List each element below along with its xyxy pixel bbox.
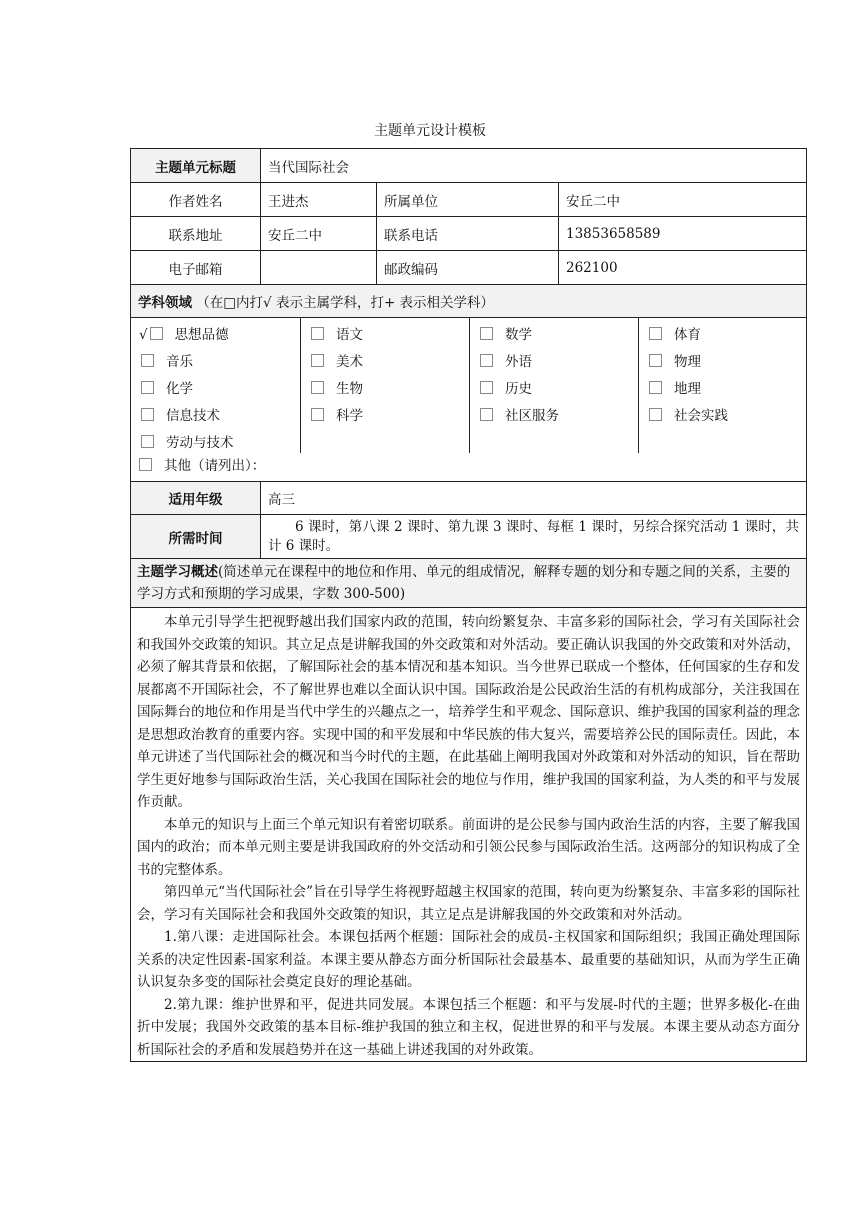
subject-area-hint: （在□内打√ 表示主属学科，打+ 表示相关学科） [196, 295, 495, 311]
subject-label: 生物 [336, 381, 363, 397]
other-subjects [131, 453, 806, 481]
subject-area-header-row [131, 285, 807, 318]
subject-label: 数学 [505, 327, 532, 343]
subject-label: 社区服务 [505, 408, 559, 424]
address-row [131, 217, 807, 251]
overview-paragraph: 本单元引导学生把视野越出我们国家内政的范围，转向纷繁复杂、丰富多彩的国际社会，学习有关国际社会和我国外交政策的知识。其立足点是讲解我国的外交政策和对外活动。要正确认识我国的外交政策和对外活动，必须了解其背景和依据，了解国际社会的基本情况和基本知识。当今世界已联成一个整体，任何国家的生存和发展都离不开国际社会，不了解世界也难以全面认识中国。国际政治是公民政治生活的有机构成部分，关注我国在国际舞台的地位和作用是当代中学生的兴趣点之一，培养学生和平观念、国际意识、维护我国的国家利益的理念是思想政治教育的重要内容。实现中国的和平发展和中华民族的伟大复兴，需要培养公民的国际责任。因此，本单元讲述了当代国际社会的概况和当今时代的主题，在此基础上阐明我国对外政策和对外活动的知识，旨在帮助学生更好地参与国际政治生活，关心我国在国际社会的地位与作用，维护我国的国家利益，为人类的和平与发展作贡献。 [137, 614, 800, 810]
unit-title-label: 主题单元标题 [131, 149, 261, 183]
subject-column [301, 318, 470, 453]
unit-org-label: 所属单位 [377, 183, 559, 217]
other-subjects-label: 其他（请列出）： [164, 458, 266, 474]
subject-checkbox[interactable] [141, 354, 154, 367]
grade-label: 适用年级 [131, 482, 261, 515]
postcode-label: 邮政编码 [377, 251, 559, 285]
subject-checkbox[interactable] [480, 327, 493, 340]
subject-checklist-row [131, 318, 807, 482]
subject-item [309, 349, 461, 376]
subject-label: 思想品德 [174, 327, 229, 343]
subject-label: 地理 [674, 381, 701, 397]
subject-item [139, 349, 292, 376]
address-value: 安丘二中 [261, 217, 377, 251]
phone-value: 13853658589 [559, 217, 807, 251]
subject-checkbox[interactable] [311, 354, 324, 367]
email-row [131, 251, 807, 285]
subject-label: 劳动与技术 [166, 435, 234, 451]
unit-design-form [130, 148, 807, 1062]
subject-label: 音乐 [166, 354, 193, 370]
subject-label: 语文 [336, 327, 363, 343]
overview-header [131, 559, 807, 608]
subject-checkbox[interactable] [311, 408, 324, 421]
subject-column [639, 318, 807, 453]
subject-checkbox[interactable] [480, 408, 493, 421]
subject-grid [131, 318, 806, 453]
overview-paragraph: 2.第九课：维护世界和平，促进共同发展。本课包括三个框题：和平与发展-时代的主题；世界多极化-在曲折中发展；我国外交政策的基本目标-维护我国的独立和主权，促进世界的和平与发展。本课主要从动态方面分析国际社会的矛盾和发展趋势并在这一基础上讲述我国的对外政策。 [137, 996, 800, 1058]
email-value [261, 251, 377, 285]
subject-label: 美术 [336, 354, 363, 370]
subject-column [470, 318, 639, 453]
subject-checkbox[interactable] [311, 327, 324, 340]
subject-item [478, 349, 630, 376]
subject-item [139, 322, 292, 349]
subject-item [139, 403, 292, 430]
time-label: 所需时间 [131, 515, 261, 559]
overview-label: 主题学习概述 [137, 564, 218, 580]
subject-label: 信息技术 [166, 408, 220, 424]
subject-label: 科学 [336, 408, 363, 424]
subject-item [309, 322, 461, 349]
subject-item [478, 376, 630, 403]
unit-title-value: 当代国际社会 [261, 149, 807, 183]
subject-label: 物理 [674, 354, 701, 370]
author-row [131, 183, 807, 217]
subject-item [647, 403, 799, 430]
subject-column [131, 318, 301, 453]
subject-area-header [131, 285, 807, 318]
subject-checkbox[interactable] [649, 327, 662, 340]
subject-item [647, 349, 799, 376]
email-label: 电子邮箱 [131, 251, 261, 285]
subject-checkbox[interactable] [649, 408, 662, 421]
subject-mark: √ [139, 327, 148, 343]
overview-paragraph: 本单元的知识与上面三个单元知识有着密切联系。前面讲的是公民参与国内政治生活的内容，主要了解我国国内的政治；而本单元则主要是讲我国政府的外交活动和引领公民参与国际政治生活。这两部分的知识构成了全书的完整体系。 [137, 816, 800, 878]
subject-checkbox[interactable] [141, 381, 154, 394]
subject-label: 历史 [505, 381, 532, 397]
subject-checkbox[interactable] [141, 408, 154, 421]
grade-value: 高三 [261, 482, 807, 515]
overview-body-row [131, 608, 807, 1062]
other-checkbox[interactable] [139, 458, 152, 471]
subject-item [139, 376, 292, 403]
subject-checkbox[interactable] [480, 381, 493, 394]
time-value-text: 6 课时，第八课 2 课时、第九课 3 课时、每框 1 课时，另综合探究活动 1 课时，共计 6 课时。 [268, 519, 799, 554]
time-row [131, 515, 807, 559]
overview-paragraph: 1.第八课：走进国际社会。本课包括两个框题：国际社会的成员-主权国家和国际组织；我国正确处理国际关系的决定性因素-国家利益。本课主要从静态方面分析国际社会最基本、最重要的基础知识，从而为学生正确认识复杂多变的国际社会奠定良好的理论基础。 [137, 929, 800, 990]
overview-hint: (简述单元在课程中的地位和作用、单元的组成情况，解释专题的划分和专题之间的关系，主要的学习方式和预期的学习成果，字数 300-500) [137, 564, 791, 602]
subject-checkbox[interactable] [649, 354, 662, 367]
subject-label: 体育 [674, 327, 701, 343]
subject-checklist [131, 318, 807, 482]
unit-title-row [131, 149, 807, 183]
postcode-value: 262100 [559, 251, 807, 285]
author-value: 王进杰 [261, 183, 377, 217]
unit-org-value: 安丘二中 [559, 183, 807, 217]
subject-item [309, 403, 461, 430]
subject-checkbox[interactable] [150, 327, 163, 340]
grade-row [131, 482, 807, 515]
subject-area-label: 学科领域 [138, 295, 192, 311]
subject-checkbox[interactable] [480, 354, 493, 367]
overview-header-row [131, 559, 807, 608]
address-label: 联系地址 [131, 217, 261, 251]
subject-label: 外语 [505, 354, 532, 370]
document-title: 主题单元设计模板 [374, 123, 486, 139]
author-label: 作者姓名 [131, 183, 261, 217]
subject-item [647, 376, 799, 403]
phone-label: 联系电话 [377, 217, 559, 251]
overview-paragraph: 第四单元“当代国际社会”旨在引导学生将视野超越主权国家的范围，转向更为纷繁复杂、丰富多彩的国际社会，学习有关国际社会和我国外交政策的知识，其立足点是讲解我国的外交政策和对外活动。 [137, 884, 800, 923]
subject-checkbox[interactable] [649, 381, 662, 394]
subject-item [478, 403, 630, 430]
subject-label: 化学 [166, 381, 193, 397]
subject-checkbox[interactable] [311, 381, 324, 394]
subject-checkbox[interactable] [141, 435, 154, 448]
subject-item [309, 376, 461, 403]
subject-label: 社会实践 [674, 408, 728, 424]
subject-item [478, 322, 630, 349]
overview-body [131, 608, 807, 1062]
subject-item [647, 322, 799, 349]
time-value [261, 515, 807, 559]
